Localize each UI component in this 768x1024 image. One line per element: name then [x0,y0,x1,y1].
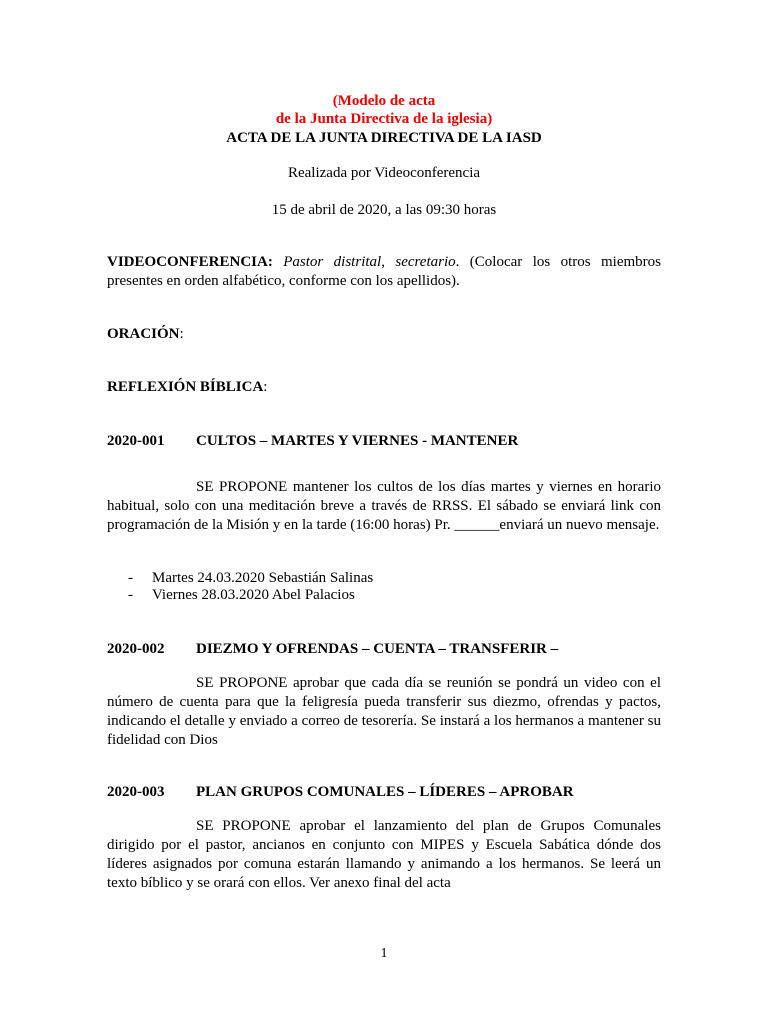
item-text: SE PROPONE aprobar que cada día se reunión se pondrá un video con el número de cuenta para que la feligresía pueda transferir sus diezmo, ofrendas y pactos, indicando el detalle y enviado a correo de tesorería. Se instará a los hermanos a mantener su fidelidad con Dios [107,675,661,748]
reflexion-heading [107,378,661,397]
item-number: 2020-001 [107,433,165,449]
document-title: ACTA DE LA JUNTA DIRECTIVA DE LA IASD [226,130,542,146]
oracion-label: ORACIÓN [107,326,180,342]
item-number: 2020-002 [107,641,165,657]
item-heading-2020-002 [107,640,661,659]
item-title: DIEZMO Y OFRENDAS – CUENTA – TRANSFERIR – [196,641,559,657]
videoconferencia-role2: secretario [395,254,456,270]
videoconferencia-label: VIDEOCONFERENCIA: [107,254,273,270]
item-text: SE PROPONE mantener los cultos de los días martes y viernes en horario habitual, solo con una meditación breve a través de RRSS. El sábado se enviará link con programación de la Misión y en la tarde (16:00 horas) Pr. ______enviará un nuevo mensaje. [107,479,661,533]
bullet-dash: - [128,570,133,586]
list-item [128,586,355,605]
model-note-line1: (Modelo de acta [332,93,436,109]
document-subtitle: Realizada por Videoconferencia [287,165,481,181]
videoconferencia-rest: . (Colocar los otros miembros presentes en orden alfabético, conforme con los apellidos). [107,254,662,289]
oracion-colon: : [179,326,184,342]
item-number: 2020-003 [107,784,165,800]
page-number: 1 [380,946,388,961]
item-title: PLAN GRUPOS COMUNALES – LÍDERES – APROBAR [196,784,574,800]
videoconferencia-paragraph [107,253,661,291]
reflexion-colon: : [263,379,268,395]
item-heading-2020-003 [107,783,661,802]
bullet-text: Viernes 28.03.2020 Abel Palacios [152,587,355,603]
reflexion-label: REFLEXIÓN BÍBLICA [107,379,264,395]
item-heading-2020-001 [107,432,661,451]
model-note-line2: de la Junta Directiva de la iglesia) [275,111,493,127]
item-paragraph-2020-003 [107,817,661,893]
item-paragraph-2020-001 [107,478,661,535]
item-text: SE PROPONE aprobar el lanzamiento del plan de Grupos Comunales dirigido por el pastor, ancianos en conjunto con MIPES y Escuela Sabática dónde dos líderes asignados por comuna estarán llamando y animando a los hermanos. Se leerá un texto bíblico y se orará con ellos. Ver anexo final del acta [107,818,661,891]
bullet-dash: - [128,587,133,603]
oracion-heading [107,325,661,344]
videoconferencia-sep: , [381,254,396,270]
bullet-text: Martes 24.03.2020 Sebastián Salinas [152,570,374,586]
item-paragraph-2020-002 [107,674,661,750]
document-date: 15 de abril de 2020, a las 09:30 horas [271,202,497,218]
item-title: CULTOS – MARTES Y VIERNES - MANTENER [196,433,519,449]
videoconferencia-role1: Pastor distrital [283,254,382,270]
